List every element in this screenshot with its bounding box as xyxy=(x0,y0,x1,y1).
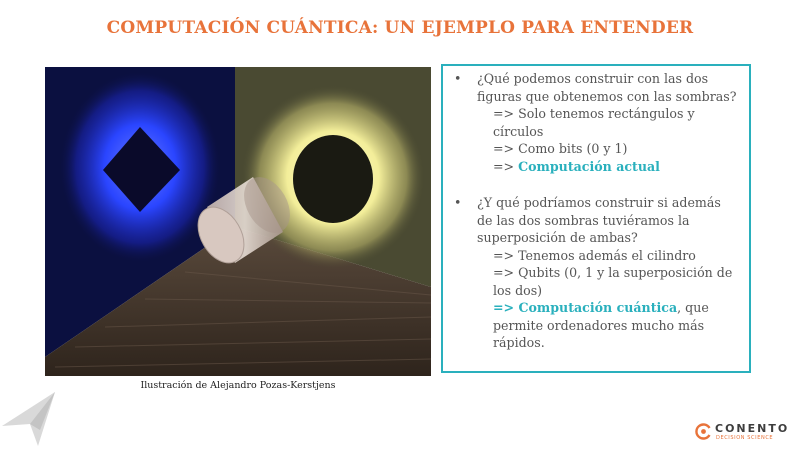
decorative-arrow-icon xyxy=(0,386,70,450)
sub-line-highlight xyxy=(477,299,741,317)
sub-line: círculos xyxy=(493,123,544,139)
bullet-line: figuras que obtenemos con las sombras? xyxy=(477,88,737,104)
sub-line-highlight xyxy=(477,158,741,176)
bullet-marker: • xyxy=(454,71,462,86)
sub-line: => Tenemos además el cilindro xyxy=(493,247,696,263)
logo-tagline: DECISION SCIENCE xyxy=(716,435,774,441)
sub-line: => Como bits (0 y 1) xyxy=(493,141,628,156)
highlight-quantum-computing: => Computación cuántica xyxy=(493,300,678,315)
highlight-current-computing: Computación actual xyxy=(518,158,660,174)
bullet-line: ¿Y qué podríamos construir si además xyxy=(477,195,721,210)
sub-line: => Qubits (0, 1 y la superposición de xyxy=(493,265,733,280)
bullet-item-1 xyxy=(451,70,741,175)
highlight-prefix: => xyxy=(493,158,519,174)
logo-name: CONENTO xyxy=(715,422,790,435)
shadow-illustration xyxy=(45,67,431,376)
conento-logo xyxy=(695,419,795,443)
content-textbox xyxy=(441,64,751,373)
bullet-line: de las dos sombras tuviéramos la xyxy=(477,212,690,228)
slide-title: COMPUTACIÓN CUÁNTICA: UN EJEMPLO PARA ENTENDER xyxy=(106,18,694,38)
illustration-caption: Ilustración de Alejandro Pozas-Kerstjens xyxy=(140,380,336,391)
sub-line: los dos) xyxy=(493,282,543,298)
bullet-marker: • xyxy=(454,195,462,210)
sub-line: rápidos. xyxy=(493,335,545,350)
bullet-line: ¿Qué podemos construir con las dos xyxy=(477,71,709,86)
sub-line: => Solo tenemos rectángulos y xyxy=(493,106,695,121)
highlight-suffix: , que xyxy=(677,300,709,315)
bullet-item-2 xyxy=(451,194,741,352)
bullet-line: superposición de ambas? xyxy=(477,230,638,245)
conento-logo-icon xyxy=(695,423,712,440)
sub-line: permite ordenadores mucho más xyxy=(493,317,705,333)
